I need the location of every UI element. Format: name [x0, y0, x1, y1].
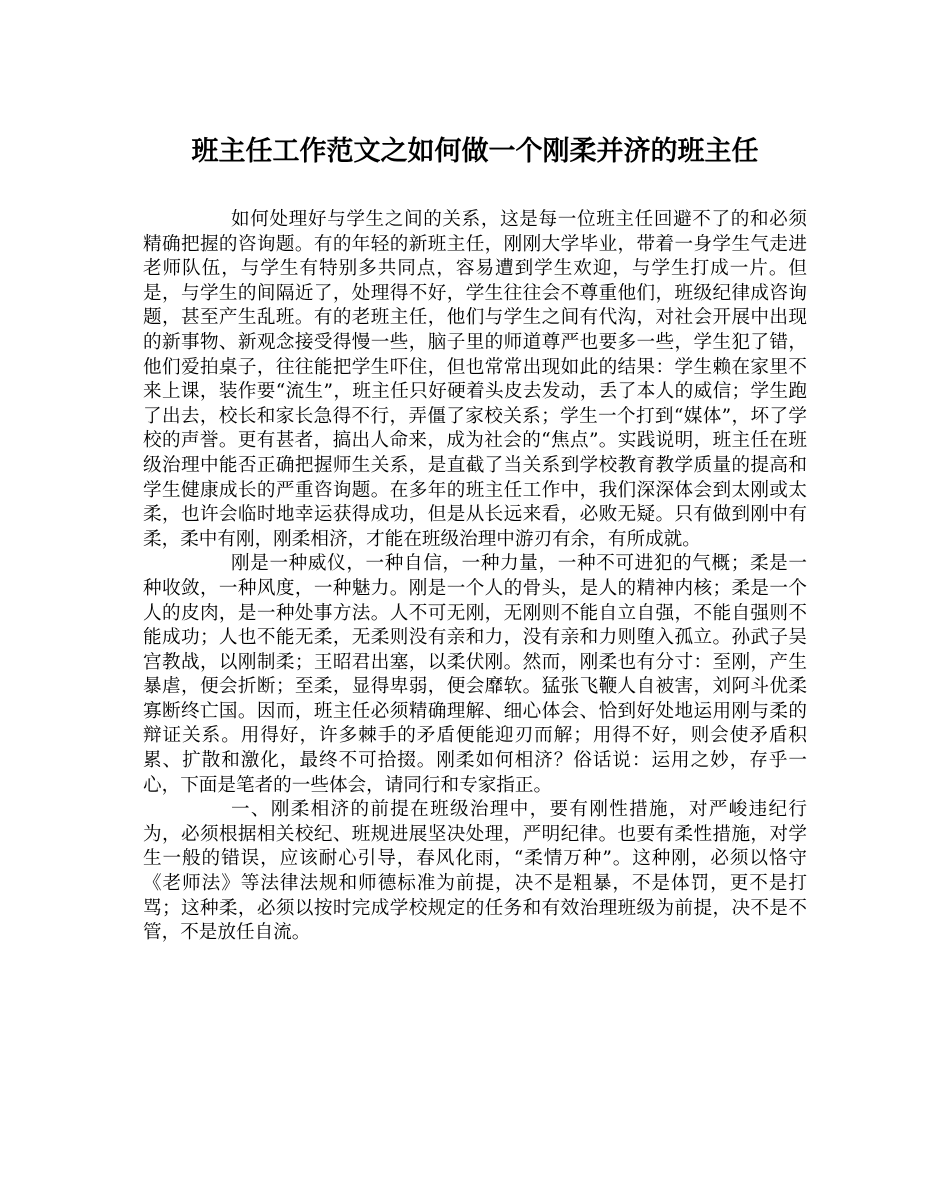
paragraph-2: 刚是一种威仪，一种自信，一种力量，一种不可进犯的气概；柔是一种收敛，一种风度，一种魅力。刚是一个人的骨头，是人的精神内核；柔是一个人的皮肉，是一种处事方法。人不可无刚，无刚则不能自立自强，不能自强则不能成功；人也不能无柔，无柔则没有亲和力，没有亲和力则堕入孤立。孙武子吴宫教战，以刚制柔；王昭君出塞，以柔伏刚。然而，刚柔也有分寸：至刚，产生暴虐，便会折断；至柔，显得卑弱，便会靡软。猛张飞鞭人自被害，刘阿斗优柔寡断终亡国。因而，班主任必须精确理解、细心体会、恰到好处地运用刚与柔的辩证关系。用得好，许多棘手的矛盾便能迎刃而解；用得不好，则会使矛盾积累、扩散和激化，最终不可拾掇。刚柔如何相济？俗话说：运用之妙，存乎一心，下面是笔者的一些体会，请同行和专家指正。: [143, 553, 807, 796]
paragraph-1: 如何处理好与学生之间的关系，这是每一位班主任回避不了的和必须精确把握的咨询题。有的年轻的新班主任，刚刚大学毕业，带着一身学生气走进老师队伍，与学生有特别多共同点，容易遭到学生欢迎，与学生打成一片。但是，与学生的间隔近了，处理得不好，学生往往会不尊重他们，班级纪律成咨询题，甚至产生乱班。有的老班主任，他们与学生之间有代沟，对社会开展中出现的新事物、新观念接受得慢一些，脑子里的师道尊严也要多一些，学生犯了错，他们爱拍桌子，往往能把学生吓住，但也常常出现如此的结果：学生赖在家里不来上课，装作要“流生”，班主任只好硬着头皮去发动，丢了本人的威信；学生跑了出去，校长和家长急得不行，弄僵了家校关系；学生一个打到“媒体”，坏了学校的声誉。更有甚者，搞出人命来，成为社会的“焦点”。实践说明，班主任在班级治理中能否正确把握师生关系，是直截了当关系到学校教育教学质量的提高和学生健康成长的严重咨询题。在多年的班主任工作中，我们深深体会到太刚或太柔，也许会临时地幸运获得成功，但是从长远来看，必败无疑。只有做到刚中有柔，柔中有刚，刚柔相济，才能在班级治理中游刃有余，有所成就。: [143, 209, 807, 550]
paragraph-3: 一、刚柔相济的前提在班级治理中，要有刚性措施，对严峻违纪行为，必须根据相关校纪、班规进展坚决处理，严明纪律。也要有柔性措施，对学生一般的错误，应该耐心引导，春风化雨，“柔情万种”。这种刚，必须以恪守《老师法》等法律法规和师德标准为前提，决不是粗暴，不是体罚，更不是打骂；这种柔，必须以按时完成学校规定的任务和有效治理班级为前提，决不是不管，不是放任自流。: [143, 799, 807, 944]
document-title: 班主任工作范文之如何做一个刚柔并济的班主任: [191, 136, 759, 167]
document-body: [143, 208, 807, 946]
